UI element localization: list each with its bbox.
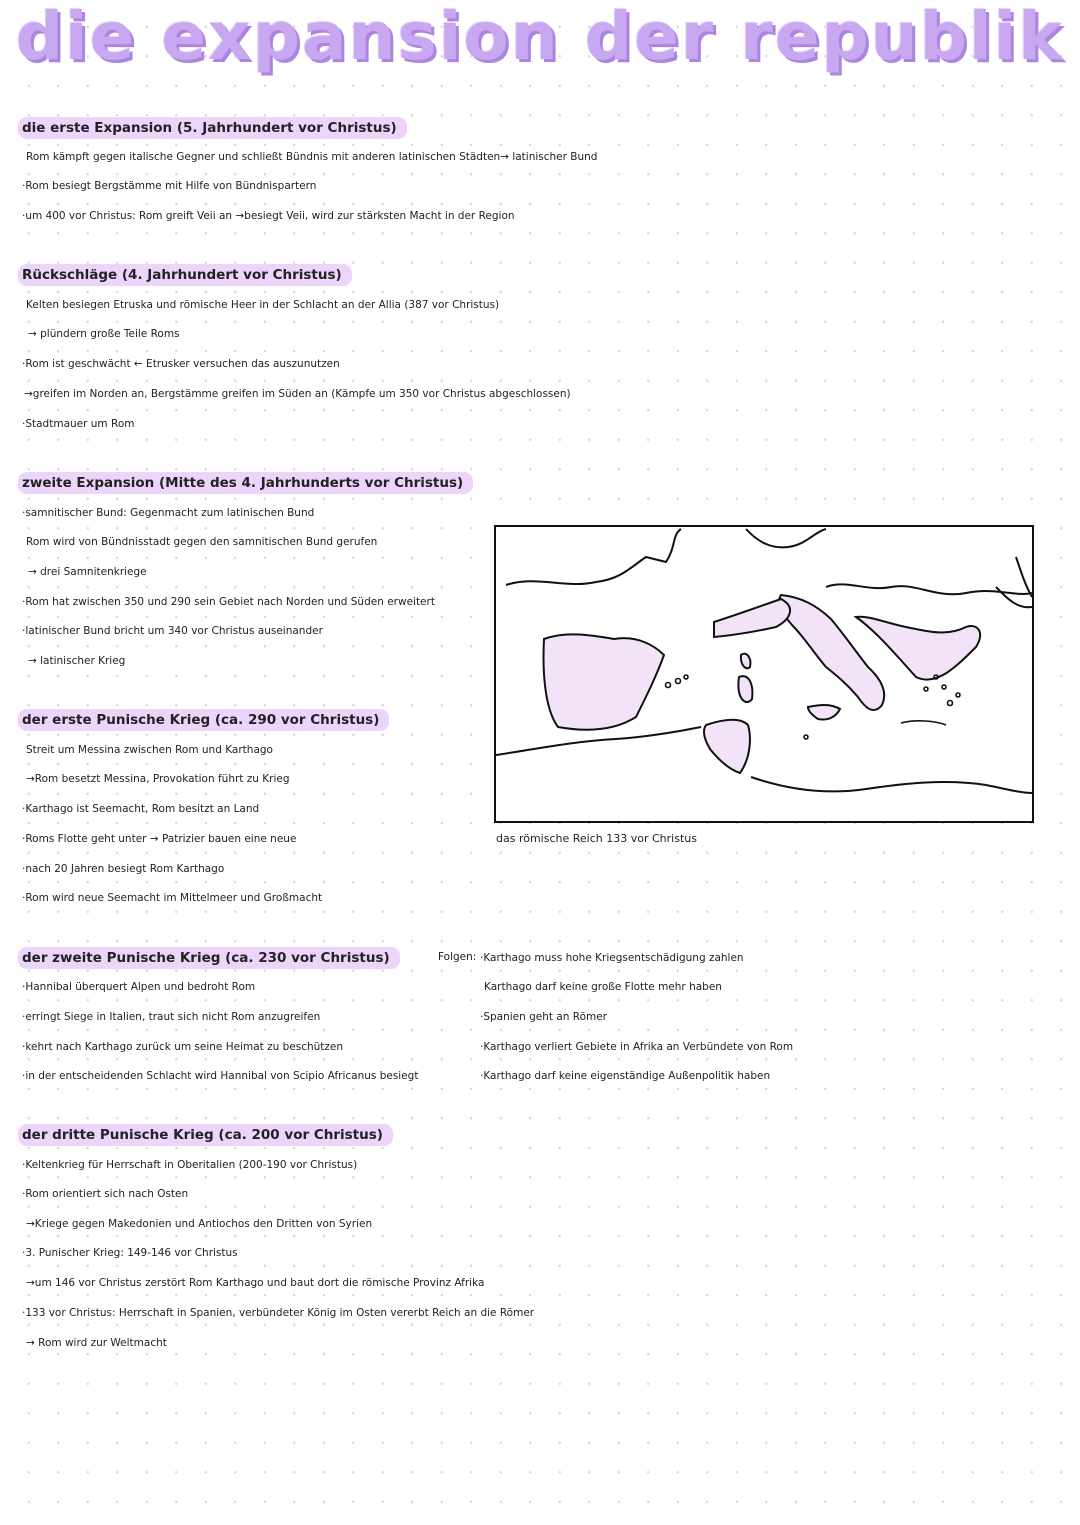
map-region-sardinia [738,676,752,702]
roman-empire-map [494,525,1034,823]
note-line: ·samnitischer Bund: Gegenmacht zum latinischen Bund [22,507,315,519]
note-line: →Kriege gegen Makedonien und Antiochos den Dritten von Syrien [26,1218,373,1230]
map-region-italy [779,595,885,710]
note-line: ·Rom orientiert sich nach Osten [22,1188,189,1200]
note-line: ·Stadtmauer um Rom [22,418,135,430]
note-line: ·um 400 vor Christus: Rom greift Veii an →besiegt Veii, wird zur stärksten Macht in der Region [22,210,515,222]
note-line: →um 146 vor Christus zerstört Rom Karthago und baut dort die römische Provinz Afrika [26,1277,485,1289]
section-heading-second-punic-war: der zweite Punische Krieg (ca. 230 vor Christus) [18,947,400,969]
note-line: ·kehrt nach Karthago zurück um seine Heimat zu beschützen [22,1041,344,1053]
map-caption: das römische Reich 133 vor Christus [496,832,697,845]
consequence-item: ·Karthago muss hohe Kriegsentschädigung zahlen [480,952,744,964]
note-line: ·erringt Siege in Italien, traut sich nicht Rom anzugreifen [22,1011,321,1023]
note-line: ·133 vor Christus: Herrschaft in Spanien, verbündeter König im Osten vererbt Reich an die Römer [22,1307,535,1319]
note-line: ·Roms Flotte geht unter → Patrizier bauen eine neue [22,833,297,845]
map-drawing [496,527,1032,821]
note-line: Streit um Messina zwischen Rom und Karthago [26,744,273,756]
consequence-item: ·Spanien geht an Römer [480,1011,608,1023]
note-line: →greifen im Norden an, Bergstämme greifen im Süden an (Kämpfe um 350 vor Christus abgeschlossen) [24,388,571,400]
section-heading-second-expansion: zweite Expansion (Mitte des 4. Jahrhunderts vor Christus) [18,472,473,494]
note-line: ·Rom ist geschwächt ← Etrusker versuchen das auszunutzen [22,358,340,370]
map-region-coast [714,599,790,637]
note-line: Rom wird von Bündnisstadt gegen den samnitischen Bund gerufen [26,536,378,548]
map-region-greece [856,617,980,680]
note-line: ·Rom besiegt Bergstämme mit Hilfe von Bündnispartern [22,180,317,192]
consequence-item: ·Karthago verliert Gebiete in Afrika an Verbündete von Rom [480,1041,794,1053]
consequence-item: Karthago darf keine große Flotte mehr haben [484,981,722,993]
note-line: ·Keltenkrieg für Herrschaft in Oberitalien (200-190 vor Christus) [22,1159,358,1171]
note-line: Kelten besiegen Etruska und römische Heer in der Schlacht an der Allia (387 vor Christus) [26,299,500,311]
note-line: ·3. Punischer Krieg: 149-146 vor Christus [22,1247,238,1259]
map-region-africa [704,720,750,773]
note-line: → Rom wird zur Weltmacht [26,1337,167,1349]
section-heading-first-punic-war: der erste Punische Krieg (ca. 290 vor Christus) [18,709,389,731]
map-region-sicily [808,705,840,720]
note-line: →Rom besetzt Messina, Provokation führt zu Krieg [26,773,290,785]
section-heading-first-expansion: die erste Expansion (5. Jahrhundert vor Christus) [18,117,407,139]
note-line: Rom kämpft gegen italische Gegner und schließt Bündnis mit anderen latinischen Städten→ latinischer Bund [26,151,598,163]
note-line: ·nach 20 Jahren besiegt Rom Karthago [22,863,225,875]
note-line: ·Hannibal überquert Alpen und bedroht Rom [22,981,256,993]
page-title: die expansion der republik [15,0,1065,75]
note-line: ·in der entscheidenden Schlacht wird Hannibal von Scipio Africanus besiegt [22,1070,419,1082]
map-region-corsica [741,654,751,669]
consequences-label: Folgen: [438,951,477,963]
note-line: → latinischer Krieg [28,655,126,667]
section-heading-third-punic-war: der dritte Punische Krieg (ca. 200 vor Christus) [18,1124,393,1146]
note-line: → plündern große Teile Roms [28,328,180,340]
section-heading-setbacks: Rückschläge (4. Jahrhundert vor Christus) [18,264,352,286]
note-line: ·Rom hat zwischen 350 und 290 sein Gebiet nach Norden und Süden erweitert [22,596,435,608]
consequence-item: ·Karthago darf keine eigenständige Außenpolitik haben [480,1070,771,1082]
map-region-iberia [544,634,664,729]
note-line: ·Rom wird neue Seemacht im Mittelmeer und Großmacht [22,892,323,904]
note-line: ·Karthago ist Seemacht, Rom besitzt an Land [22,803,260,815]
note-line: → drei Samnitenkriege [28,566,147,578]
note-line: ·latinischer Bund bricht um 340 vor Christus auseinander [22,625,323,637]
